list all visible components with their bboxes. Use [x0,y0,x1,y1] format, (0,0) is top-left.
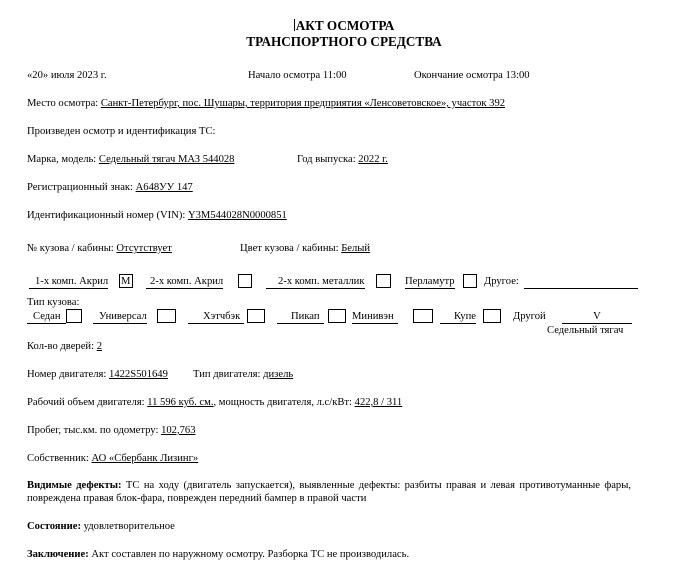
conclusion-value: Акт составлен по наружному осмотру. Разборка ТС не производилась. [88,549,410,560]
body-type-coupe-label: Купе [440,310,476,324]
text-cursor [294,19,295,31]
conclusion-label: Заключение: [27,549,89,560]
registration-plate [27,181,193,194]
year-value: 2022 г. [358,154,388,165]
paint-other-label: Другое: [484,276,519,287]
title-line1-text: АКТ ОСМОТРА [295,18,395,33]
inspection-date: «20» июля 2023 г. [27,70,107,81]
engine-value: 1422S501649 [109,369,168,380]
body-type-coupe-checkbox[interactable] [483,309,501,323]
body-type-minivan-label: Минивэн [352,310,398,324]
paint-option-3-checkbox[interactable] [376,274,391,288]
engine-number [27,368,168,381]
paint-option-1-label: 1-х комп. Акрил [29,275,108,289]
defects-label: Видимые дефекты: [27,480,122,491]
vin-label: Идентификационный номер (VIN): [27,210,188,221]
owner-value: АО «Сбербанк Лизинг» [91,453,199,464]
body-type-label: Тип кузова: [27,297,80,308]
body-no-value: Отсутствует [116,243,172,254]
paint-option-2-label: 2-х комп. Акрил [146,275,223,289]
body-type-other-label: Другой [513,311,546,322]
inspection-place [27,97,505,110]
body-type-universal-label: Универсал [93,310,147,324]
paint-option-3-label: 2-х комп. металлик [266,275,365,289]
mileage-label: Пробег, тыс.км. по одометру: [27,425,162,436]
year-of-manufacture [297,153,388,166]
engine-type [193,368,293,381]
vin-value: Y3M544028N0000851 [187,210,287,221]
body-type-sedan-label: Седан [27,310,66,324]
power-value: 422,8 / 311 [354,397,403,408]
reg-value: А648УУ 147 [135,182,193,193]
body-type-other-mark[interactable]: V [562,310,632,324]
body-no-label: № кузова / кабины: [27,243,117,254]
visible-defects [27,479,631,505]
body-type-universal-checkbox[interactable] [157,309,176,323]
year-label: Год выпуска: [297,154,359,165]
reg-label: Регистрационный знак: [27,182,136,193]
defects-text: ТС на ходу (двигатель запускается), выявленные дефекты: разбиты правая и левая противотуманные фары, повреждена правая блок-фара, поврежден передний бампер в правой части [27,480,631,504]
paint-option-1-checkbox[interactable] [119,274,133,288]
power-label: , мощность двигателя, л.с/кВт: [213,397,355,408]
owner-label: Собственник: [27,453,92,464]
color-label: Цвет кузова / кабины: [240,243,342,254]
engine-label: Номер двигателя: [27,369,110,380]
identification-note: Произведен осмотр и идентификация ТС: [27,126,216,137]
condition-label: Состояние: [27,521,81,532]
inspection-start: Начало осмотра 11:00 [248,70,347,81]
place-label: Место осмотра: [27,98,101,109]
paint-option-1-mark: М [121,276,131,287]
doors-value: 2 [96,341,102,352]
conclusion [27,548,409,561]
body-number [27,242,172,255]
owner [27,452,198,465]
body-type-pickup-checkbox[interactable] [328,309,346,323]
make-label: Марка, модель: [27,154,99,165]
body-type-sedan-checkbox[interactable] [66,309,82,323]
paint-option-4-label: Перламутр [405,276,455,287]
inspection-end: Окончание осмотра 13:00 [414,70,530,81]
volume-value: 11 596 куб. см. [147,397,214,408]
engine-type-label: Тип двигателя: [193,369,264,380]
document-title-line2: ТРАНСПОРТНОГО СРЕДСТВА [246,34,442,49]
color-value: Белый [341,243,371,254]
engine-type-value: дизель [263,369,294,380]
paint-option-2-checkbox[interactable] [238,274,252,288]
place-value: Санкт-Петербург, пос. Шушары, территория предприятия «Ленсоветовское», участок 392 [100,98,506,109]
body-type-hatchback-label: Хэтчбэк [188,310,244,324]
door-count [27,340,102,353]
body-type-minivan-checkbox[interactable] [413,309,433,323]
body-type-pickup-label: Пикап [277,310,324,324]
volume-label: Рабочий объем двигателя: [27,397,148,408]
engine-volume-power [27,396,402,409]
make-value: Седельный тягач МАЗ 544028 [98,154,235,165]
body-type-hatchback-checkbox[interactable] [247,309,265,323]
body-type-other-value: Седельный тягач [547,325,624,336]
mileage [27,424,196,437]
vin-number [27,209,287,222]
paint-other-field[interactable] [524,288,638,289]
condition [27,520,175,533]
mileage-value: 102,763 [161,425,196,436]
document-title-line1 [0,18,688,33]
paint-option-4-checkbox[interactable] [463,274,477,288]
make-model [27,153,234,166]
doors-label: Кол-во дверей: [27,341,97,352]
body-color [240,242,370,255]
condition-value: удовлетворительное [80,521,175,532]
